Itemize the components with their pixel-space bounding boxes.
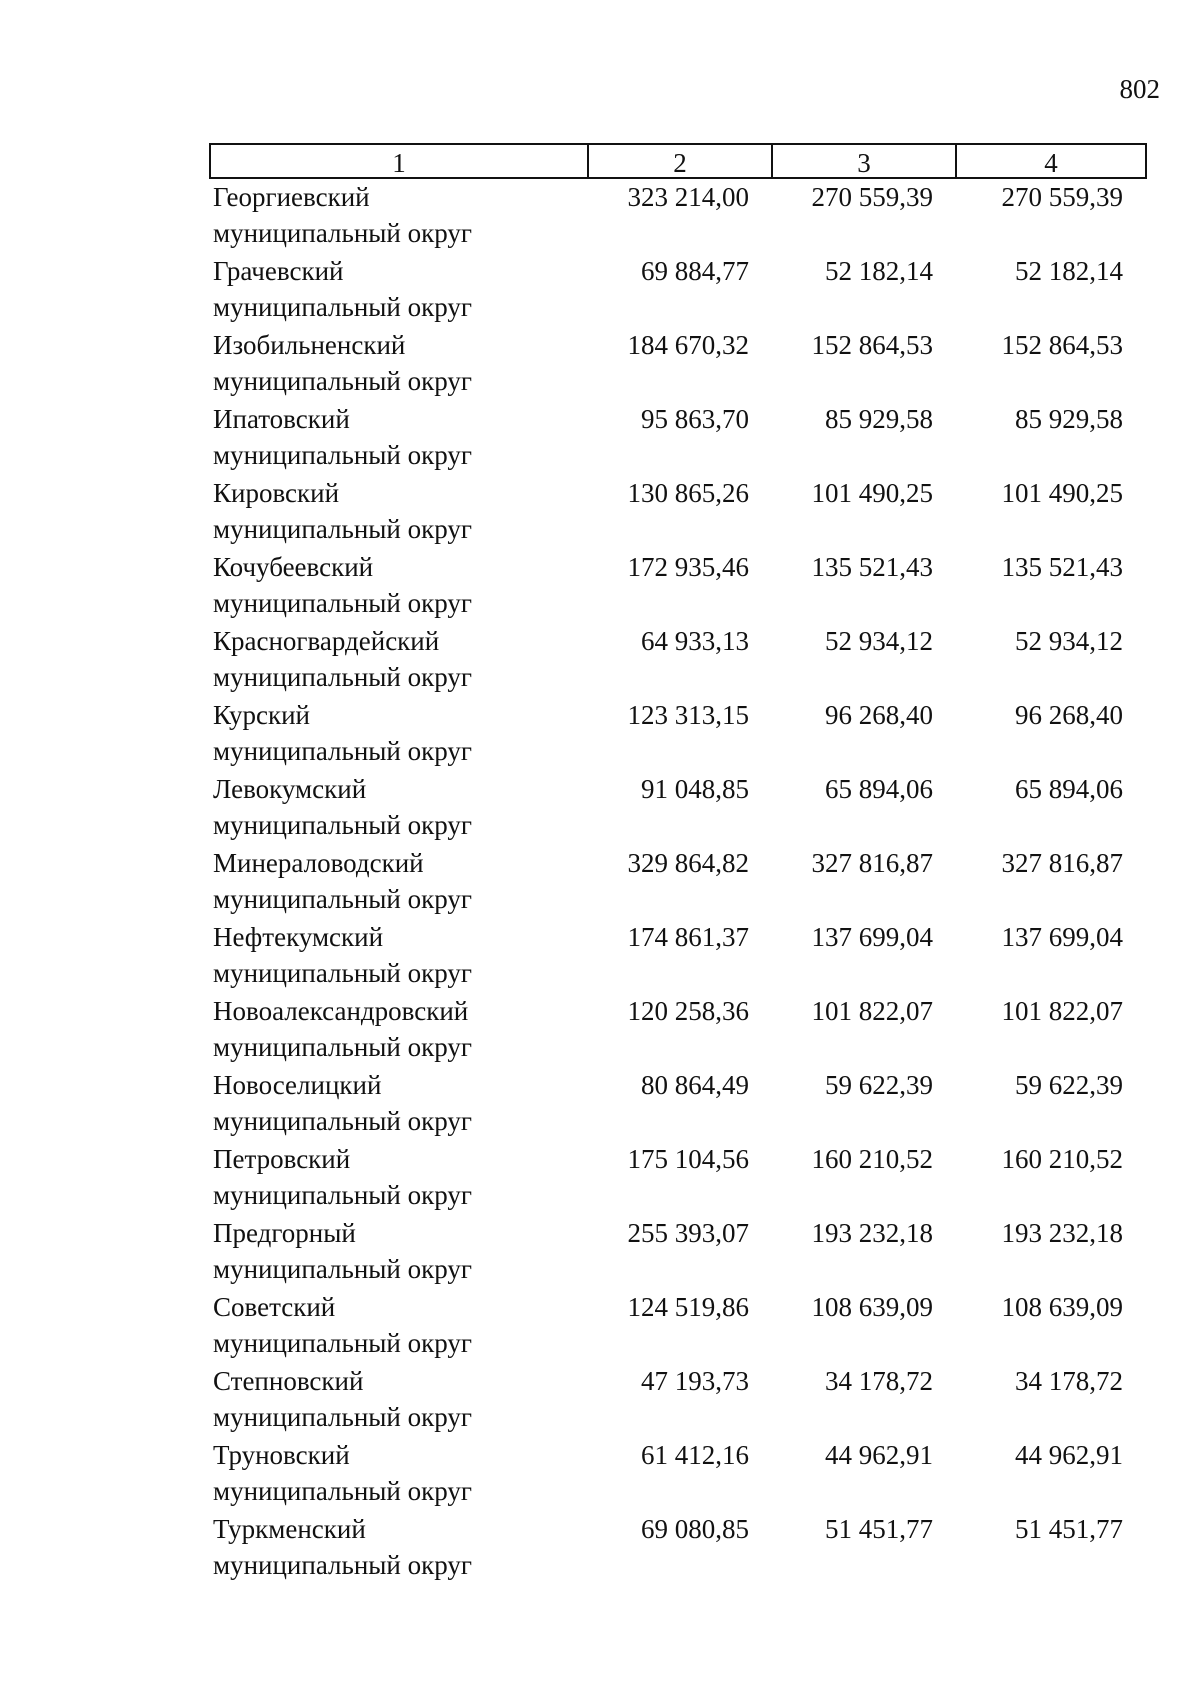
value-col3: 327 816,87: [811, 848, 933, 878]
value-col3: 101 822,07: [811, 996, 933, 1026]
value-col2: 80 864,49: [641, 1070, 749, 1100]
value-col3: 85 929,58: [825, 404, 933, 434]
municipality-name: [209, 1511, 585, 1585]
municipality-name: [209, 1067, 585, 1141]
table-row: [209, 1067, 1147, 1141]
municipality-name-line1: Ипатовский: [213, 404, 350, 434]
value-col2: 95 863,70: [641, 404, 749, 434]
municipality-name-line1: Предгорный: [213, 1218, 356, 1248]
budget-table: [209, 143, 1147, 1585]
value-col2: 64 933,13: [641, 626, 749, 656]
table-row: [209, 1511, 1147, 1585]
value-col3: 51 451,77: [825, 1514, 933, 1544]
value-col2: 124 519,86: [627, 1292, 749, 1322]
value-col4: 327 816,87: [1001, 848, 1123, 878]
column-header-4: 4: [955, 145, 1145, 177]
value-col4: 193 232,18: [1001, 1218, 1123, 1248]
municipality-name: [209, 919, 585, 993]
value-col3: 52 182,14: [825, 256, 933, 286]
value-col3: 137 699,04: [811, 922, 933, 952]
municipality-name-line2: муниципальный округ: [213, 1550, 472, 1580]
value-col2: 175 104,56: [627, 1144, 749, 1174]
column-header-3: 3: [771, 145, 955, 177]
value-col4: 96 268,40: [1015, 700, 1123, 730]
value-col3: 59 622,39: [825, 1070, 933, 1100]
municipality-name-line2: муниципальный округ: [213, 884, 472, 914]
municipality-name: [209, 1363, 585, 1437]
table-row: [209, 623, 1147, 697]
value-col4: 51 451,77: [1015, 1514, 1123, 1544]
value-col2: 91 048,85: [641, 774, 749, 804]
value-col4: 52 182,14: [1015, 256, 1123, 286]
value-col2: 130 865,26: [627, 478, 749, 508]
municipality-name: [209, 401, 585, 475]
value-col4: 101 490,25: [1001, 478, 1123, 508]
municipality-name-line1: Курский: [213, 700, 310, 730]
municipality-name-line2: муниципальный округ: [213, 218, 472, 248]
value-col4: 34 178,72: [1015, 1366, 1123, 1396]
municipality-name-line2: муниципальный округ: [213, 366, 472, 396]
municipality-name: [209, 1289, 585, 1363]
municipality-name: [209, 1215, 585, 1289]
value-col4: 65 894,06: [1015, 774, 1123, 804]
municipality-name: [209, 993, 585, 1067]
value-col3: 101 490,25: [811, 478, 933, 508]
table-row: [209, 179, 1147, 253]
value-col2: 255 393,07: [627, 1218, 749, 1248]
municipality-name: [209, 549, 585, 623]
value-col2: 61 412,16: [641, 1440, 749, 1470]
municipality-name: [209, 1437, 585, 1511]
table-row: [209, 327, 1147, 401]
municipality-name-line2: муниципальный округ: [213, 1476, 472, 1506]
table-row: [209, 1363, 1147, 1437]
value-col3: 193 232,18: [811, 1218, 933, 1248]
municipality-name-line2: муниципальный округ: [213, 1032, 472, 1062]
table-row: [209, 1141, 1147, 1215]
value-col3: 65 894,06: [825, 774, 933, 804]
value-col2: 69 884,77: [641, 256, 749, 286]
municipality-name-line1: Новоселицкий: [213, 1070, 382, 1100]
municipality-name-line1: Георгиевский: [213, 182, 370, 212]
table-row: [209, 475, 1147, 549]
value-col3: 44 962,91: [825, 1440, 933, 1470]
table-row: [209, 253, 1147, 327]
table-row: [209, 549, 1147, 623]
municipality-name-line2: муниципальный округ: [213, 1106, 472, 1136]
municipality-name: [209, 697, 585, 771]
municipality-name-line2: муниципальный округ: [213, 1402, 472, 1432]
value-col3: 160 210,52: [811, 1144, 933, 1174]
value-col2: 120 258,36: [627, 996, 749, 1026]
municipality-name: [209, 623, 585, 697]
municipality-name-line2: муниципальный округ: [213, 514, 472, 544]
value-col2: 172 935,46: [627, 552, 749, 582]
municipality-name-line2: муниципальный округ: [213, 662, 472, 692]
municipality-name-line1: Красногвардейский: [213, 626, 440, 656]
municipality-name-line1: Грачевский: [213, 256, 344, 286]
page-number: 802: [1119, 74, 1160, 104]
value-col2: 323 214,00: [627, 182, 749, 212]
value-col4: 52 934,12: [1015, 626, 1123, 656]
table-row: [209, 1289, 1147, 1363]
municipality-name: [209, 253, 585, 327]
municipality-name-line1: Туркменский: [213, 1514, 366, 1544]
municipality-name-line1: Нефтекумский: [213, 922, 384, 952]
value-col4: 160 210,52: [1001, 1144, 1123, 1174]
municipality-name-line1: Кочубеевский: [213, 552, 374, 582]
value-col4: 85 929,58: [1015, 404, 1123, 434]
column-header-1: 1: [392, 148, 406, 178]
value-col3: 135 521,43: [811, 552, 933, 582]
value-col4: 152 864,53: [1001, 330, 1123, 360]
value-col2: 329 864,82: [627, 848, 749, 878]
value-col4: 270 559,39: [1001, 182, 1123, 212]
municipality-name-line1: Петровский: [213, 1144, 351, 1174]
table-header-row: [209, 143, 1147, 179]
value-col3: 34 178,72: [825, 1366, 933, 1396]
table-body: [209, 179, 1147, 1585]
municipality-name-line2: муниципальный округ: [213, 958, 472, 988]
municipality-name-line1: Кировский: [213, 478, 340, 508]
municipality-name-line2: муниципальный округ: [213, 588, 472, 618]
value-col3: 152 864,53: [811, 330, 933, 360]
value-col3: 52 934,12: [825, 626, 933, 656]
municipality-name-line2: муниципальный округ: [213, 736, 472, 766]
value-col4: 108 639,09: [1001, 1292, 1123, 1322]
value-col2: 47 193,73: [641, 1366, 749, 1396]
municipality-name: [209, 179, 585, 253]
value-col3: 96 268,40: [825, 700, 933, 730]
value-col2: 69 080,85: [641, 1514, 749, 1544]
table-row: [209, 771, 1147, 845]
table-row: [209, 697, 1147, 771]
municipality-name-line2: муниципальный округ: [213, 440, 472, 470]
municipality-name: [209, 1141, 585, 1215]
value-col4: 101 822,07: [1001, 996, 1123, 1026]
value-col3: 270 559,39: [811, 182, 933, 212]
column-header-2: 2: [587, 145, 771, 177]
municipality-name-line1: Минераловодский: [213, 848, 424, 878]
table-row: [209, 993, 1147, 1067]
value-col2: 123 313,15: [627, 700, 749, 730]
table-row: [209, 919, 1147, 993]
table-row: [209, 1437, 1147, 1511]
value-col4: 59 622,39: [1015, 1070, 1123, 1100]
municipality-name-line1: Труновский: [213, 1440, 350, 1470]
municipality-name-line1: Новоалександровский: [213, 996, 469, 1026]
municipality-name: [209, 845, 585, 919]
municipality-name-line2: муниципальный округ: [213, 1254, 472, 1284]
municipality-name: [209, 771, 585, 845]
value-col4: 44 962,91: [1015, 1440, 1123, 1470]
value-col4: 135 521,43: [1001, 552, 1123, 582]
municipality-name-line2: муниципальный округ: [213, 292, 472, 322]
municipality-name-line1: Советский: [213, 1292, 336, 1322]
table-row: [209, 401, 1147, 475]
table-row: [209, 1215, 1147, 1289]
municipality-name: [209, 475, 585, 549]
value-col3: 108 639,09: [811, 1292, 933, 1322]
table-row: [209, 845, 1147, 919]
value-col4: 137 699,04: [1001, 922, 1123, 952]
municipality-name-line2: муниципальный округ: [213, 810, 472, 840]
municipality-name: [209, 327, 585, 401]
value-col2: 184 670,32: [627, 330, 749, 360]
value-col2: 174 861,37: [627, 922, 749, 952]
municipality-name-line1: Изобильненский: [213, 330, 406, 360]
municipality-name-line1: Левокумский: [213, 774, 367, 804]
municipality-name-line2: муниципальный округ: [213, 1328, 472, 1358]
municipality-name-line2: муниципальный округ: [213, 1180, 472, 1210]
municipality-name-line1: Степновский: [213, 1366, 364, 1396]
